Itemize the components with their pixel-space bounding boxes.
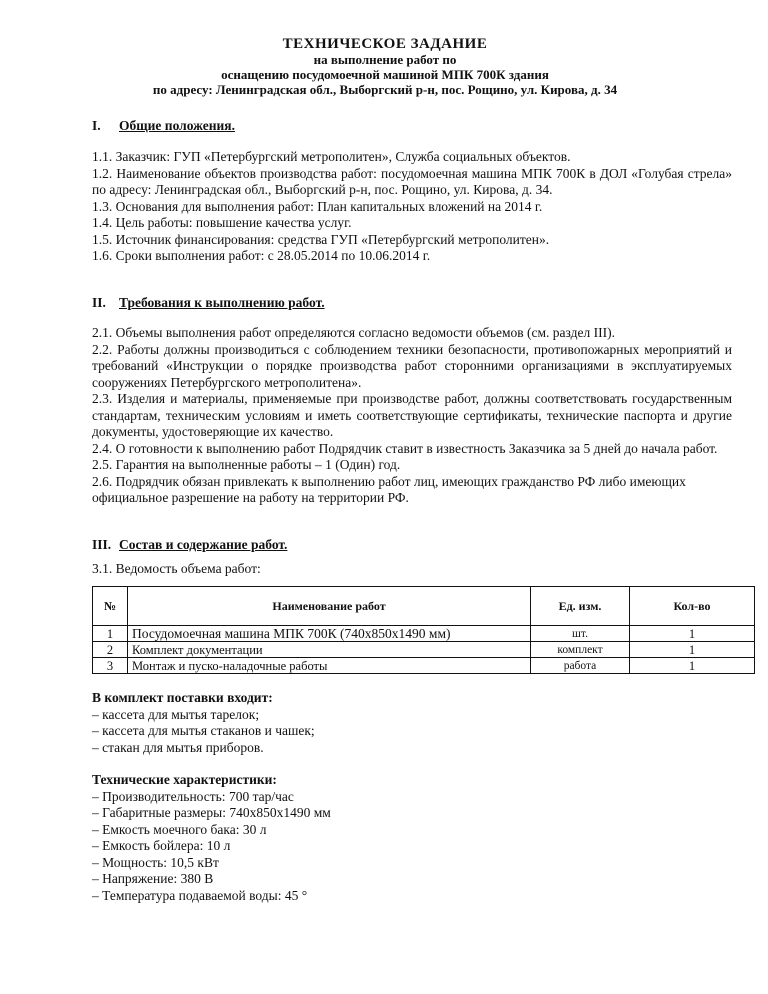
list-item: – Емкость бойлера: 10 л (92, 838, 231, 853)
clause-2-5: 2.5. Гарантия на выполненные работы – 1 (Один) год. (92, 457, 401, 472)
section-2-heading (92, 295, 325, 311)
clause-2-2: 2.2. Работы должны производиться с соблюдением техники безопасности, противопожарных мероприятий и требований «Инструкции о порядке производства работ сторонними организациями в эксплуатируемых сооружениях Петербургского метрополитена». (92, 341, 732, 390)
row-unit: работа (531, 658, 630, 674)
list-item: – Температура подаваемой воды: 45 ° (92, 887, 308, 903)
section-1-heading (92, 118, 235, 134)
row-work-name: Комплект документации (128, 642, 531, 658)
clause-1-4: 1.4. Цель работы: повышение качества услуг. (92, 215, 352, 230)
row-quantity: 1 (630, 658, 755, 674)
list-item: – Емкость моечного бака: 30 л (92, 821, 267, 837)
section-3-title: Состав и содержание работ. (119, 537, 288, 552)
document-title (80, 36, 690, 97)
clause-2-6: 2.6. Подрядчик обязан привлекать к выполнению работ лиц, имеющих гражданство РФ либо имеющих официальное разрешение на работу на территории РФ. (92, 473, 686, 505)
section-3-heading (92, 537, 287, 553)
header-quantity: Кол-во (630, 587, 755, 626)
list-item: – кассета для мытья тарелок; (92, 706, 260, 722)
header-work-name: Наименование работ (128, 587, 531, 626)
header-number: № (93, 587, 128, 626)
list-item: – кассета для мытья стаканов и чашек; (92, 723, 315, 738)
list-item: – Габаритные размеры: 740x850x1490 мм (92, 805, 331, 820)
technical-specs-list (92, 772, 492, 904)
title-line-2: на выполнение работ по (313, 52, 457, 67)
row-quantity: 1 (630, 626, 755, 642)
clause-1-2: 1.2. Наименование объектов производства работ: посудомоечная машина МПК 700К в ДОЛ «Голубая стрела» по адресу: Ленинградская обл., Выборгский р-н, пос. Рощино, ул. Кирова, д. 34. (92, 165, 732, 197)
section-2-title: Требования к выполнению работ. (119, 295, 325, 310)
section-1-title: Общие положения. (119, 118, 235, 133)
clause-1-5: 1.5. Источник финансирования: средства ГУП «Петербургский метрополитен». (92, 231, 550, 247)
list-item: – Напряжение: 380 В (92, 871, 214, 886)
row-work-name: Посудомоечная машина МПК 700К (740x850x1490 мм) (128, 626, 531, 642)
section-1-body (92, 149, 732, 265)
section-1-number: I. (92, 118, 101, 133)
technical-specs-heading: Технические характеристики: (92, 772, 277, 787)
delivery-kit-list (92, 690, 492, 756)
row-number: 1 (93, 626, 128, 642)
work-volume-table (92, 586, 755, 674)
table-row (93, 642, 755, 658)
section-2-number: II. (92, 295, 106, 310)
clause-2-3: 2.3. Изделия и материалы, применяемые при производстве работ, должны соответствовать государственным стандартам, техническим условиям и иметь соответствующие сертификаты, технические паспорта и другие документы, удостоверяющие их качество. (92, 391, 732, 439)
row-unit: шт. (531, 626, 630, 642)
section-2-body (92, 325, 732, 507)
title-line-3: оснащению посудомоечной машиной МПК 700К здания (221, 67, 549, 82)
table-row (93, 626, 755, 642)
table-header-row (93, 587, 755, 626)
row-unit: комплект (531, 642, 630, 658)
clause-1-6: 1.6. Сроки выполнения работ: с 28.05.2014 по 10.06.2014 г. (92, 248, 431, 263)
row-number: 3 (93, 658, 128, 674)
row-work-name: Монтаж и пуско-наладочные работы (128, 658, 531, 674)
clause-2-1: 2.1. Объемы выполнения работ определяются согласно ведомости объемов (см. раздел III). (92, 325, 615, 340)
clause-1-1: 1.1. Заказчик: ГУП «Петербургский метрополитен», Служба социальных объектов. (92, 149, 571, 164)
list-item: – Производительность: 700 тар/час (92, 788, 294, 804)
delivery-kit-heading: В комплект поставки входит: (92, 690, 273, 705)
title-line-1: ТЕХНИЧЕСКОЕ ЗАДАНИЕ (282, 36, 488, 52)
section-3-number: III. (92, 537, 112, 552)
list-item: – стакан для мытья приборов. (92, 739, 264, 755)
table-row (93, 658, 755, 674)
title-line-4: по адресу: Ленинградская обл., Выборгский р-н, пос. Рощино, ул. Кирова, д. 34 (152, 82, 618, 97)
header-unit: Ед. изм. (531, 587, 630, 626)
row-number: 2 (93, 642, 128, 658)
clause-1-3: 1.3. Основания для выполнения работ: План капитальных вложений на 2014 г. (92, 198, 543, 214)
clause-2-4: 2.4. О готовности к выполнению работ Подрядчик ставит в известность Заказчика за 5 дней до начала работ. (92, 440, 718, 456)
row-quantity: 1 (630, 642, 755, 658)
section-3-intro: 3.1. Ведомость объема работ: (92, 561, 261, 576)
list-item: – Мощность: 10,5 кВт (92, 854, 219, 870)
